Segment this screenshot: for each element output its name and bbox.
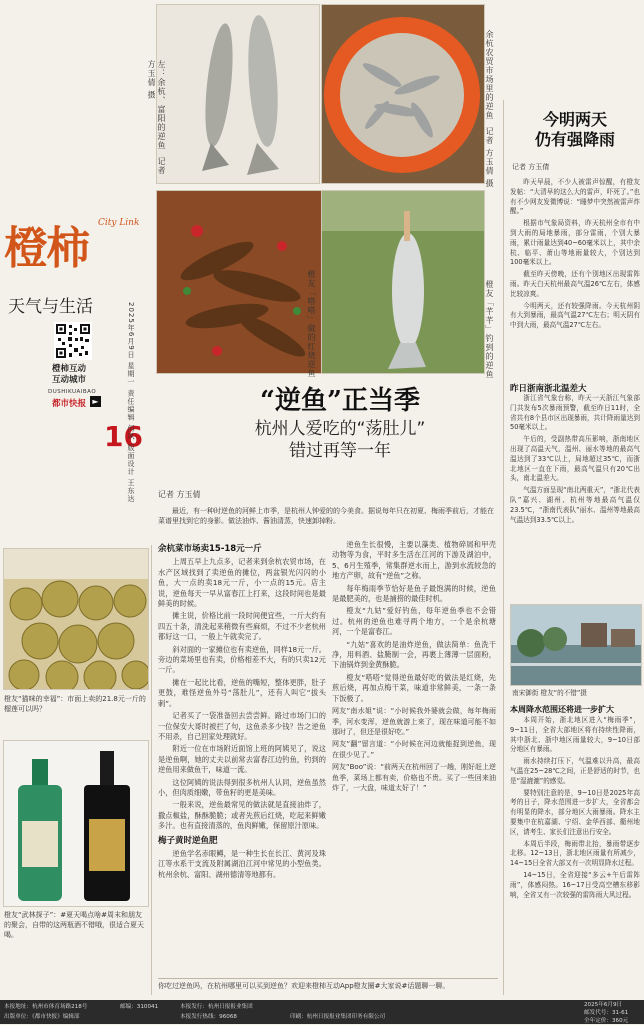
- section-title: 天气与生活: [8, 297, 93, 317]
- masthead: [0, 0, 150, 545]
- bottom-note: 你吃过逆鱼吗，在杭州哪里可以买到逆鱼？欢迎来橙柿互动App橙友圈#大家说#话题聊一聊。: [158, 978, 498, 991]
- article-column-1: 余杭菜市场卖15-18元一斤 上周五早上九点多，记者来到余杭农贸市场，在水产区域找到了卖逆鱼的摊位，两盆银光闪闪的小鱼，大一点的卖18元一斤，小一点的15元。店主说，逆鱼每天一早从富春江上打来，这段时间也是最鲜美的时候。 摊主说，价格比前一段时间便宜些，一斤大约有四五十条，清洗起来稍微有些麻烦，不过不少老杭州都好这一口，一般上午就卖完了。 斜对面的一家摊位也有卖逆鱼，同样18元一斤。旁边的菜场里也有卖，价格相差不大，有的只卖12元一斤。 摊在一起比比看，逆鱼的嘴短，整体更胖，肚子更鼓，难怪逆鱼外号“荡肚儿”，还有人叫它“拔头刺”。 记者买了一袋准备回去尝尝鲜。路过市场门口的一位保安大哥时被拦了句，这鱼杀多少钱？告之逆鱼不用杀，自己回家处理就好。 附近一位在市场附近面馆上班的阿姨见了，说这是逆鱼啊，她的丈夫以前常去富春江边钓鱼，钓到的逆鱼用来做鱼干，味道一流。 这位阿姨的说法得到很多杭州人认同，逆鱼虽然小，但肉质细嫩，带鱼籽的更是美味。 一般来说，逆鱼最常见的做法就是直接油炸了，撒点椒盐，酥酥脆脆；或者先煎后红烧，吃起来鲜嫩多汁。也有直接清蒸的，鱼肉鲜嫩，保留原汁原味。 梅子黄时逆鱼肥 逆鱼学名赤眼鳟，是一种生长在长江、黄河及珠江等水系干支流及附属湖泊江河中常见的小型鱼类。杭州余杭、富阳、湖州德清等地都有。: [158, 544, 326, 879]
- article-subtitle-1: 杭州人爱吃的“荡肚儿”: [254, 419, 426, 439]
- photo-market-basin: [321, 4, 485, 184]
- qr-code-icon: [54, 322, 92, 360]
- ad-caption-1: 橙友“猫咪的幸福”：市面上卖的21.8元一斤的榴莲可以吗？: [4, 695, 146, 713]
- brand-logo: 橙柿: [4, 223, 88, 274]
- article-column-2: 逆鱼生长很慢，主要以藻类、植物碎屑和甲壳动物等为食，平时多生活在江河的下游及湖泊中，5、6月生殖季，常集群逆水而上，游到水流较急的地方产卵，故有“逆鱼”之称。 每年梅雨季节恰好是鱼子最饱满的时候，逆鱼是最肥美的，也是捕捞的最佳时机。 橙友“九姑”爱好钓鱼，每年逆鱼季也不会错过。杭州的逆鱼也难寻两个地方，一个是余杭塘河，一个是富春江。 “九姑”喜欢的是油炸逆鱼，做法简单：鱼洗干净，用料酒、盐腌制一会，再裹上薄薄一层面粉，下油锅炸到金黄酥脆。 橙友“嗒嗒”觉得逆鱼最好吃的做法是红烧，先煎后烧，再加点梅干菜，味道非常鲜美，一条一条下饭极了。 网友“南水姐”说：“小时候我外婆就会做，每年梅雨季，河水变浑，逆鱼就游上来了，现在味道可能不如那时了，但还是很好吃。” 网友“翻”留言道：“小时候在河边就能捉到逆鱼，现在很少见了。” 网友“Boo”说：“前两天在杭州回了一趟，刚好赶上逆鱼季，菜场上都有卖，价格也不贵。买了一些回来油炸了，一大盘，味道太好了！”: [332, 540, 496, 792]
- weather-byline: 记者 方玉倩: [512, 163, 550, 171]
- photo-caught-fish: [321, 190, 485, 374]
- photo-braised-fish: [156, 190, 322, 374]
- divider: [503, 100, 504, 995]
- weather-subhead-b: 本周降水范围还将进一步扩大: [510, 705, 614, 714]
- article-subhead-1: 余杭菜市场卖15-18元一斤: [158, 544, 262, 554]
- photo-rainy-street: [510, 604, 642, 686]
- article-byline: 记者 方玉倩: [158, 490, 201, 499]
- footer-publisher: 出版单位：《都市快报》编辑部: [4, 1014, 80, 1020]
- footer-price: 全年定价：360元: [584, 1018, 629, 1024]
- footer-printer: 印刷：杭州日报报业集团印务有限公司: [290, 1014, 386, 1020]
- weather-title: 今明两天 仍有强降雨: [534, 110, 615, 149]
- article-lead: 最近，有一种时逆鱼的河鲜上市季，是杭州人钟爱的的今美食。据说每年只在初夏、梅雨季前后，才能在菜谱里找到它的身影。做法油炸、酱油清蒸，快速卸掉粉。: [158, 507, 494, 525]
- paper-logo-icon: ►: [90, 396, 101, 407]
- article-subhead-2: 梅子黄时逆鱼肥: [158, 835, 218, 846]
- weather-photo-caption: 南宋御街 橙友“的不错”摄: [512, 689, 587, 697]
- weather-section-b: 本周开始，浙北地区进入“梅雨季”，9~11日，全省大部地区将有持续性降雨，其中浙北、浙中地区雨量较大，9~10日部分地区有暴雨。 雨水持续打压下，气温难以升高，最高气温在25~28℃之间，正是舒适的时节，也是“湿漉漉”的感觉。 要特别注意的是，9~10日是2025年高考的日子，降水范围进一步扩大，全省都会有明显的降水，部分地区大雨暴雨。降水主要集中在杭嘉湖、宁绍、金华西部、衢州地区，请考生、家长们注意出行安全。 本周后半段，梅雨带北抬，暴雨带逐步北移。12~13日，浙北地区雨量有所减少，14~15日全省大部又有一次明显降水过程。 14~15日，全省迎接“多云+午后雷阵雨”，体感闷热。16~17日受高空槽东移影响，全省又有一次较强的雷阵雨大风过程。: [510, 716, 640, 899]
- photo-caption-2: 余杭农贸市场里的逆鱼 记者 方玉倩 摄: [485, 30, 494, 189]
- weather-subhead-a: 昨日浙南浙北温差大: [510, 384, 587, 394]
- photo-fish-dried: [156, 4, 320, 184]
- footer-postcode: 邮编：310041: [120, 1004, 159, 1010]
- footer-bar: [0, 1000, 644, 1024]
- qr-caption: 橙柿互动 互动城市: [52, 364, 87, 385]
- footer-date: 2025年6月9日: [584, 1002, 623, 1008]
- article-subtitle-2: 错过再等一年: [289, 441, 391, 461]
- paper-pinyin: DUSHIKUAIBAO: [48, 389, 97, 395]
- footer-distributor: 本报发行：杭州日报报业集团: [180, 1004, 253, 1010]
- footer-address: 本报地址：杭州市体育场路218号: [4, 1004, 88, 1010]
- article-title: “逆鱼”正当季: [260, 386, 420, 416]
- photo-caption-1: 左：余杭、富阳的逆鱼 记者 方玉倩 摄: [147, 60, 166, 176]
- city-link-label: City Link: [98, 218, 140, 228]
- weather-section-a: 浙江省气象台称，昨天一天浙江气象部门共发布5次暴雨预警，截至昨日11时，全省共有8个县市区出现暴雨，共计降雨量达到50毫米以上。 午后的，受副热带高压影响，浙南地区出现了高温天气，温州、丽水等地的最高气温达到了33℃以上，局地超过35℃，而浙北地区一直在下雨，最高气温只有20℃出头，南北温差大。 气温方面呈现“南北两重天”，“浙北代表队”嘉兴、湖州、杭州等地最高气温仅23.5℃，“浙南代表队”丽水、温州等地最高气温达到33.5℃以上。: [510, 394, 640, 524]
- date-line: 2025年6月9日 星期一 责任编辑 何风 版面设计 王东达: [127, 302, 135, 503]
- photo-caption-4: 橙友「芊芊」钓到的逆鱼: [485, 280, 494, 379]
- page-number: 16: [104, 420, 143, 453]
- footer-hotline: 本报发行热线：96068: [180, 1014, 237, 1020]
- paper-name: 都市快报: [52, 399, 87, 409]
- ad-caption-2: 橙友“武林探子”：#夏天喝点啥#周末和朋友的聚会，自带的这两瓶酒不错哦，很适合夏天喝。: [4, 911, 144, 939]
- footer-code: 邮发代号：31-61: [584, 1010, 629, 1016]
- weather-intro: 昨天早晨，不少人被雷声惊醒，有橙友发帖：“大清早的这么大的雷声，吓死了。”也有不少网友发微博说：“睡梦中突然被雷声炸醒。” 根据市气象局资料，昨天杭州全市有中到大雨的局地暴雨，部分雷雨，个别大暴雨，累计雨量达到40~60毫米以上，其中余杭、临平、萧山等地雨量较大，个别达到100毫米以上。 截至昨天傍晚，还有个别地区出现雷阵雨。昨天白天杭州最高气温26℃左右，体感比较凉爽。 今明两天，还有较强降雨。今天杭州阴有大到暴雨，最高气温27℃左右；明天阴有中到大雨，最高气温27℃左右。: [510, 178, 640, 330]
- photo-caption-3: 橙友「嗒嗒」做的红烧逆鱼: [307, 270, 316, 378]
- divider: [151, 545, 152, 995]
- photo-liquor-bottles: [3, 740, 149, 907]
- photo-durian: [3, 548, 149, 690]
